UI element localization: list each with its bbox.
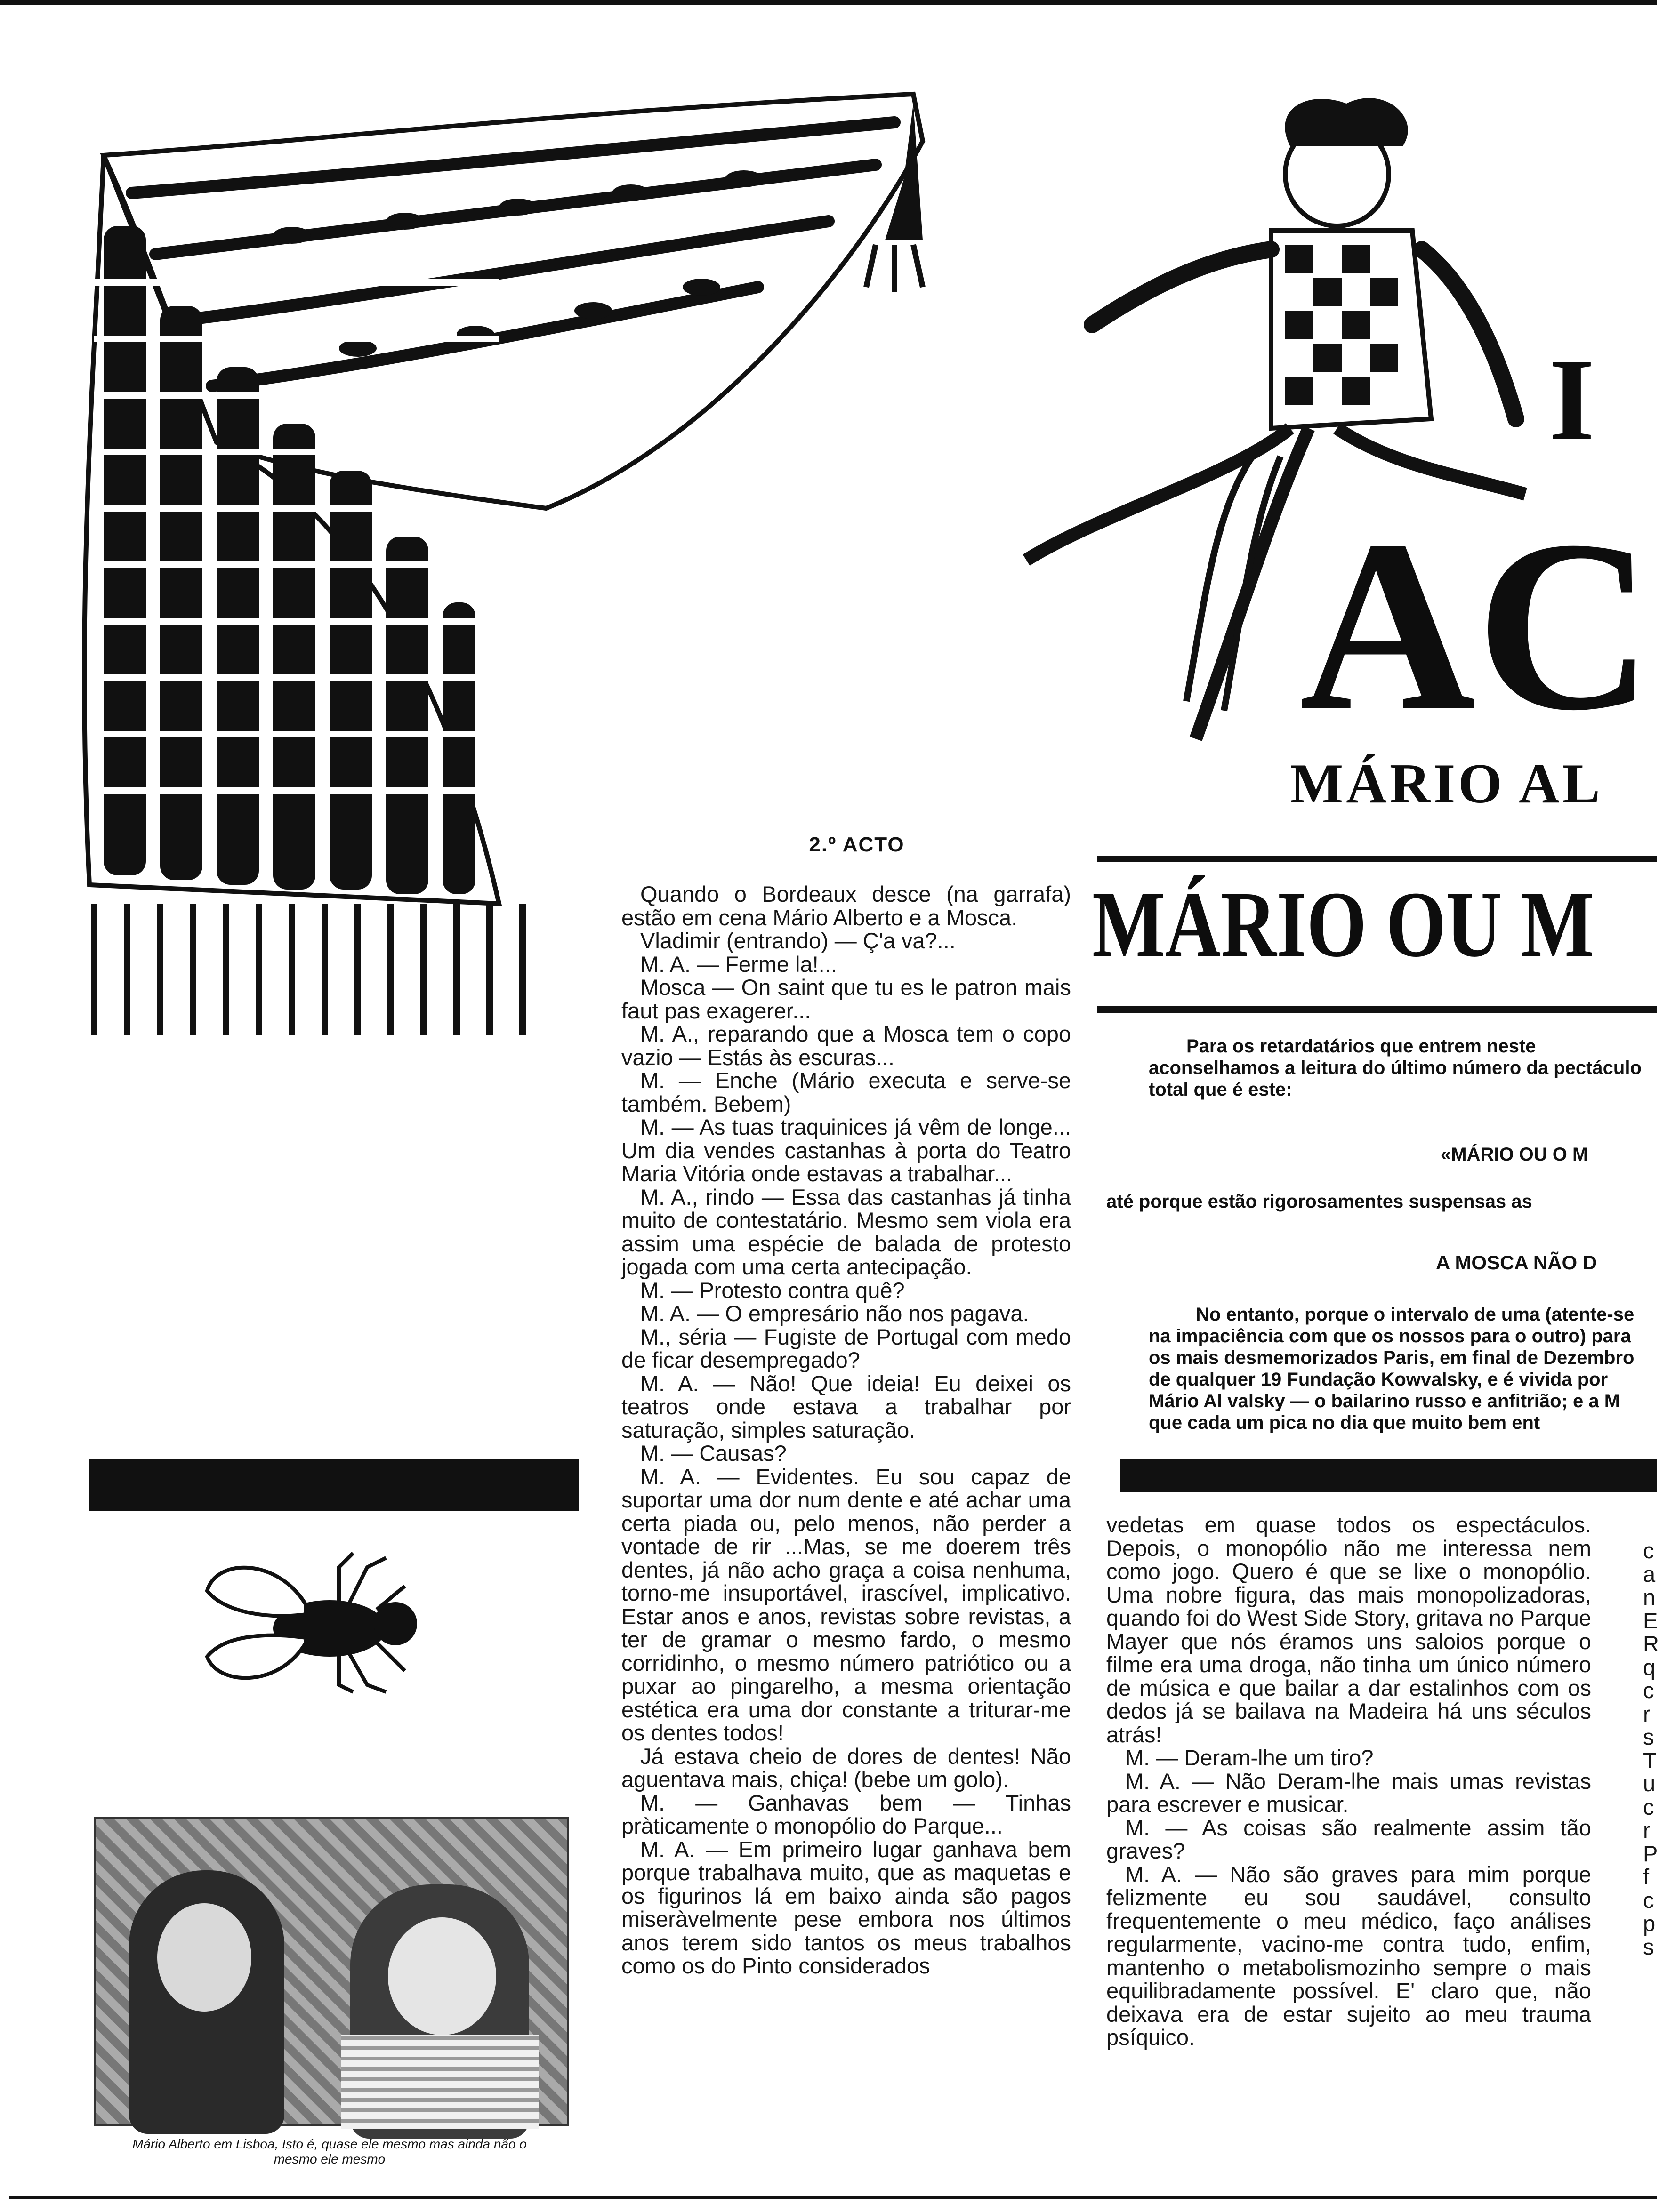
col3-fragment: c: [1643, 1794, 1654, 1819]
col3-fragment: E: [1643, 1608, 1658, 1633]
col2-paragraph-4: M. — As coisas são realmente assim tão graves?: [1106, 1815, 1591, 1863]
col3-fragment: r: [1643, 1701, 1651, 1726]
col2-paragraph-5: M. A. — Não são graves para mim porque felizmente eu sou saudável, consulto frequentemente o meu médico, faço análises regularmente, vacino-me contra tudo, enfim, mantenho o metabolismozinho sempre o mais equilibradamente possível. E' claro que, não deixava era de estar sujeito ao meu trauma psíquico.: [1106, 1861, 1591, 2050]
rule-below-headline: [1097, 1006, 1657, 1013]
photo-shirt: [341, 2035, 539, 2129]
col1-paragraph-16: M. — Ganhavas bem — Tinhas pràticamente o monopólio do Parque...: [621, 1790, 1071, 1838]
col2-paragraph-2: M. — Deram-lhe um tiro?: [1125, 1745, 1374, 1770]
photo-person-right-face: [388, 1917, 496, 2035]
col3-fragment: f: [1643, 1864, 1650, 1889]
act-heading: 2.º ACTO: [809, 833, 905, 856]
col2-paragraph-1: vedetas em quase todos os espectáculos. Depois, o monopólio não me interessa nem como jogo. Quero é que se lixe o monopólio. Uma nobre figura, das mais monopolizadoras, quando foi do West Side Story, gritava no Parque Mayer que nós éramos uns saloios porque o filme era uma droga, não tinha um único número de música e que bailar a dar estalinhos com os dedos já se bailava na Madeira há uns séculos atrás!: [1106, 1512, 1591, 1747]
column-3-fragments: [1643, 1539, 1657, 1958]
col2-paragraph-3: M. A. — Não Deram-lhe mais umas revistas para escrever e musicar.: [1106, 1768, 1591, 1817]
col1-paragraph-9: M. — Protesto contra quê?: [640, 1277, 905, 1303]
masthead-fragment-big: AC: [1299, 490, 1653, 761]
col1-paragraph-17: M. A. — Em primeiro lugar ganhava bem porque trabalhava muito, que as maquetas e os figurinos lá em baixo ainda são pagos miseràvelmente pese embora nos últimos anos terem sido tantos os meus trabalhos como os do Pinto considerados: [621, 1836, 1071, 1978]
col3-fragment: q: [1643, 1654, 1656, 1680]
col3-fragment: c: [1643, 1678, 1654, 1703]
intro-paragraph: Para os retardatários que entrem neste aconselhamos a leitura do último número da pectáculo total que é este:: [1149, 1036, 1642, 1100]
col3-fragment: T: [1643, 1747, 1657, 1773]
black-bar-left: [89, 1459, 579, 1511]
intro-line-after-quote: até porque estão rigorosamentes suspensas as: [1106, 1191, 1532, 1212]
col1-paragraph-4: Mosca — On saint que tu es le patron mais faut pas exagerer...: [621, 975, 1071, 1023]
bottom-border: [9, 2196, 1657, 2199]
col3-fragment: c: [1643, 1538, 1654, 1563]
col3-fragment: c: [1643, 1887, 1654, 1913]
column-1: [621, 882, 1071, 1978]
rule-above-headline: [1097, 856, 1657, 862]
col3-fragment: r: [1643, 1818, 1651, 1843]
col1-paragraph-2: Vladimir (entrando) — Ç'a va?...: [640, 928, 956, 953]
col1-paragraph-15: Já estava cheio de dores de dentes! Não aguentava mais, chiça! (bebe um golo).: [621, 1743, 1071, 1792]
portrait-photo: [94, 1817, 569, 2126]
col1-paragraph-8: M. A., rindo — Essa das castanhas já tinha muito de contestatário. Mesmo sem viola era assim uma espécie de balada de protesto jogada com uma certa antecipação.: [621, 1184, 1071, 1279]
section-divider-bar: [1120, 1459, 1657, 1492]
col3-fragment: p: [1643, 1911, 1656, 1936]
col1-paragraph-5: M. A., reparando que a Mosca tem o copo vazio — Estás às escuras...: [621, 1021, 1071, 1070]
photo-caption: Mário Alberto em Lisboa, Isto é, quase ele mesmo mas ainda não o mesmo ele mesmo: [132, 2137, 527, 2166]
headline: MÁRIO OU M: [1092, 873, 1594, 977]
col3-fragment: P: [1643, 1841, 1658, 1866]
intro-subheading: A MOSCA NÃO D: [1436, 1251, 1597, 1274]
col1-paragraph-14: M. A. — Evidentes. Eu sou capaz de suportar uma dor num dente e até achar uma certa piada ou, pelo menos, não perder a vontade de rir ...Mas, se me doerem três dentes, já não acho graça a coisa nenhuma, torno-me insuportável, irascível, implicativo. Estar anos e anos, revistas sobre revistas, a ter de gramar o mesmo fardo, o mesmo corridinho, o mesmo número patriótico ou a puxar ao pingarelho, a mesma orientação estética era uma dor constante a triturar-me os dentes todos!: [621, 1464, 1071, 1745]
col1-paragraph-12: M. A. — Não! Que ideia! Eu deixei os teatros onde estava a trabalhar por saturação, simples saturação.: [621, 1370, 1071, 1443]
photo-person-left-face: [157, 1903, 251, 2012]
col1-paragraph-10: M. A. — O empresário não nos pagava.: [640, 1301, 1029, 1326]
masthead-fragment-top: I: [1549, 335, 1595, 465]
col1-paragraph-7: M. — As tuas traquinices já vêm de longe... Um dia vendes castanhas à porta do Teatro Maria Vitória onde estavas a trabalhar...: [621, 1114, 1071, 1186]
col1-paragraph-1: Quando o Bordeaux desce (na garrafa) estão em cena Mário Alberto e a Mosca.: [621, 882, 1071, 930]
col3-fragment: n: [1643, 1585, 1656, 1610]
col3-fragment: s: [1643, 1724, 1654, 1749]
col1-paragraph-3: M. A. — Ferme la!...: [640, 951, 837, 977]
col1-paragraph-6: M. — Enche (Mário executa e serve-se também. Bebem): [621, 1068, 1071, 1116]
col3-fragment: u: [1643, 1771, 1656, 1796]
col3-fragment: s: [1643, 1934, 1654, 1959]
intro-paragraph-2: No entanto, porque o intervalo de uma (atente-se na impaciência com que os nossos para o outro) para os mais desmemorizados Paris, em final de Dezembro de qualquer 19 Fundação Kowvalsky, e é vivida por Mário Al valsky — o bailarino russo e anfitrião; e a M que cada um pica no dia que muito bem ent: [1149, 1304, 1635, 1433]
col1-paragraph-11: M., séria — Fugiste de Portugal com medo de ficar desempregado?: [621, 1324, 1071, 1372]
intro-quote: «MÁRIO OU O M: [1441, 1144, 1588, 1165]
column-2: [1106, 1513, 1591, 2049]
col3-fragment: a: [1643, 1561, 1656, 1587]
col1-paragraph-13: M. — Causas?: [640, 1441, 787, 1466]
col3-fragment: R: [1643, 1631, 1659, 1656]
fly-illustration: [198, 1548, 461, 1694]
masthead-subtitle: MÁRIO AL: [1290, 752, 1603, 815]
top-border: [0, 0, 1657, 5]
